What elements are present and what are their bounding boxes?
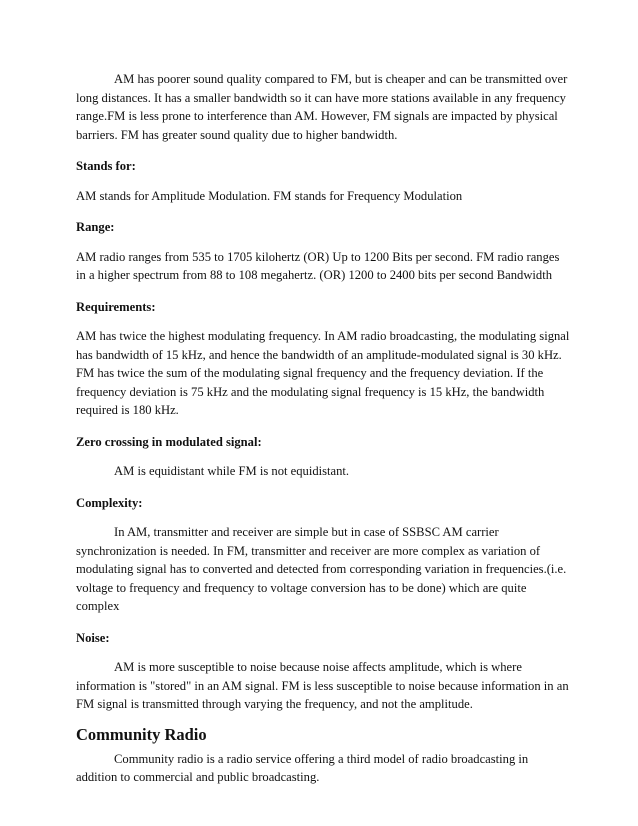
intro-paragraph: AM has poorer sound quality compared to FM, but is cheaper and can be transmitted over long distances. It has a smaller bandwidth so it can have more stations available in any frequency range.FM is less prone to interference than AM. However, FM signals are impacted by physical barriers. FM has greater sound quality due to higher bandwidth. <box>76 72 568 142</box>
heading-requirements: Requirements: <box>76 299 156 314</box>
heading-complexity: Complexity: <box>76 495 143 510</box>
heading-stands-for: Stands for: <box>76 159 136 173</box>
heading-zero-crossing: Zero crossing in modulated signal: <box>76 434 262 449</box>
paragraph-zero-crossing: AM is equidistant while FM is not equidistant. <box>114 464 350 478</box>
paragraph-complexity: In AM, transmitter and receiver are simple but in case of SSBSC AM carrier synchronization is needed. In FM, transmitter and receiver are more complex as variation of modulating signal has to converted and detected from corresponding variation in frequencies.(i.e. voltage to frequency and frequency to voltage conversion has to be done) which are quite complex <box>76 525 567 613</box>
heading-range: Range: <box>76 220 115 234</box>
community-radio-title: Community Radio <box>76 724 207 744</box>
heading-noise: Noise: <box>76 630 110 645</box>
paragraph-requirements: AM has twice the highest modulating frequency. In AM radio broadcasting, the modulating signal has bandwidth of 15 kHz, and hence the bandwidth of an amplitude-modulated signal is 30 kHz. FM has twice the sum of the modulating signal frequency and the frequency deviation. If the frequency deviation is 75 kHz and the modulating signal frequency is 15 kHz, the bandwidth required is 180 kHz. <box>76 329 570 417</box>
paragraph-noise: AM is more susceptible to noise because noise affects amplitude, which is where information is "stored" in an AM signal. FM is less susceptible to noise because information in an FM signal is transmitted through varying the frequency, and not the amplitude. <box>76 660 569 711</box>
paragraph-range: AM radio ranges from 535 to 1705 kilohertz (OR) Up to 1200 Bits per second. FM radio ranges in a higher spectrum from 88 to 108 megahertz. (OR) 1200 to 2400 bits per second Bandwidth <box>76 249 560 282</box>
community-radio-paragraph: Community radio is a radio service offering a third model of radio broadcasting in addition to commercial and public broadcasting. <box>76 751 529 784</box>
document-page <box>76 70 570 787</box>
paragraph-stands-for: AM stands for Amplitude Modulation. FM stands for Frequency Modulation <box>76 188 463 203</box>
